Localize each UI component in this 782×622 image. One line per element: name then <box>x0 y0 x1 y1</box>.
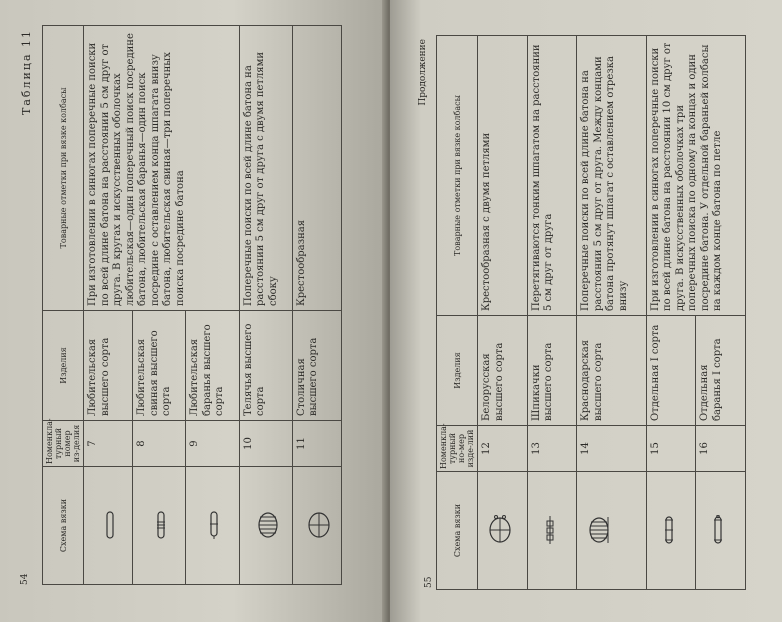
row-marks: Поперечные поиски по всей длине батона на расстоянии 5 см друг от друга с двумя петлями сбоку <box>239 26 292 311</box>
header-marks: Товарные отметки при вязке колбасы <box>437 36 478 316</box>
row-number: 16 <box>696 426 746 472</box>
scheme-cell <box>478 472 528 590</box>
row-product: Шпикачки высшего сорта <box>527 316 577 426</box>
table-row <box>527 36 577 590</box>
row-marks: Крестообразная с двумя петлями <box>478 36 528 316</box>
table-row <box>84 26 133 585</box>
table-header-row <box>43 26 84 585</box>
long-sausage-icon <box>703 516 733 546</box>
row-number: 13 <box>527 426 577 472</box>
row-number: 10 <box>239 421 292 467</box>
table-row <box>646 36 696 590</box>
header-product: Изделия <box>437 316 478 426</box>
cross-tied-sausage-icon <box>485 516 515 546</box>
row-product: Любительская баранья высшего сорта <box>186 311 239 421</box>
row-number: 11 <box>292 421 341 467</box>
table-caption: Продолжение <box>418 39 428 106</box>
banded-sausage-icon <box>146 511 176 541</box>
scheme-cell <box>696 472 746 590</box>
row-number: 7 <box>84 421 133 467</box>
header-marks: Товарные отметки при вязке колбасы <box>43 26 84 311</box>
row-number: 12 <box>478 426 528 472</box>
scheme-cell <box>84 467 133 585</box>
row-product: Краснодарская высшего сорта <box>577 316 646 426</box>
left-page-content <box>20 25 350 585</box>
row-marks: Перетягиваются тонким шпагатом на расстоянии 5 см друг от друга <box>527 36 577 316</box>
tying-table-left <box>42 25 342 585</box>
row-product: Белорусская высшего сорта <box>478 316 528 426</box>
cross-tied-sausage-icon <box>304 511 334 541</box>
tied-sausage-icon <box>199 511 229 541</box>
row-product: Столичная высшего сорта <box>292 311 341 421</box>
scheme-cell <box>292 467 341 585</box>
header-number: Номенкла-турный но-мер изде-лий <box>437 426 478 472</box>
row-marks: Крестообразная <box>292 26 341 311</box>
row-product: Любительская свиная высшего сорта <box>133 311 186 421</box>
row-product: Отдельная баранья I сорта <box>696 316 746 426</box>
table-row <box>478 36 528 590</box>
link-sausages-icon <box>535 516 565 546</box>
table-row <box>577 36 646 590</box>
netted-sausage-icon <box>584 516 614 546</box>
straight-sausage-icon <box>95 511 125 541</box>
scheme-cell <box>133 467 186 585</box>
right-page-content <box>418 35 753 590</box>
tying-table-right <box>436 35 746 590</box>
table-row <box>239 26 292 585</box>
table-header-row <box>437 36 478 590</box>
row-number: 15 <box>646 426 696 472</box>
scheme-cell <box>577 472 646 590</box>
row-marks: При изготовлении в синюгах поперечные поиски по всей длине батона на расстоянии 5 см друг от друга. В кругах и искусственных оболочках любительская—один поперечный поиск посредине батона, любительская баранья—один поиск посредине с оставлением конца шпагата внизу батона, любительская свиная—три поперечных поиска посредине батона <box>84 26 240 311</box>
header-scheme: Схема вязки <box>43 467 84 585</box>
row-number: 8 <box>133 421 186 467</box>
row-product: Любительская высшего сорта <box>84 311 133 421</box>
table-row <box>292 26 341 585</box>
right-page <box>390 0 782 622</box>
row-product: Телячья высшего сорта <box>239 311 292 421</box>
scheme-cell <box>527 472 577 590</box>
long-sausage-icon <box>654 516 684 546</box>
row-marks: При изготовлении в синюгах поперечные поиски по всей длине батона на расстоянии 10 см друг от друга. В искусственных оболочках три поперечных поиска по одному на концах и один посредине батона. У отдельной бараньей колбасы на каждом конце батона по петле <box>646 36 745 316</box>
scheme-cell <box>239 467 292 585</box>
header-scheme: Схема вязки <box>437 472 478 590</box>
page-number: 54 <box>20 573 30 585</box>
table-caption: Таблица 11 <box>20 29 33 115</box>
netted-sausage-icon <box>253 511 283 541</box>
scheme-cell <box>646 472 696 590</box>
header-product: Изделия <box>43 311 84 421</box>
row-product: Отдельная I сорта <box>646 316 696 426</box>
row-marks: Поперечные поиски по всей длине батона на расстоянии 5 см друг от друга. Между концами батона протянут шпагат с оставлением отрезка внизу <box>577 36 646 316</box>
scheme-cell <box>186 467 239 585</box>
left-page <box>0 0 388 622</box>
row-number: 14 <box>577 426 646 472</box>
page-number: 55 <box>424 576 434 588</box>
row-number: 9 <box>186 421 239 467</box>
header-number: Номенкла-турный номер из-делия <box>43 421 84 467</box>
